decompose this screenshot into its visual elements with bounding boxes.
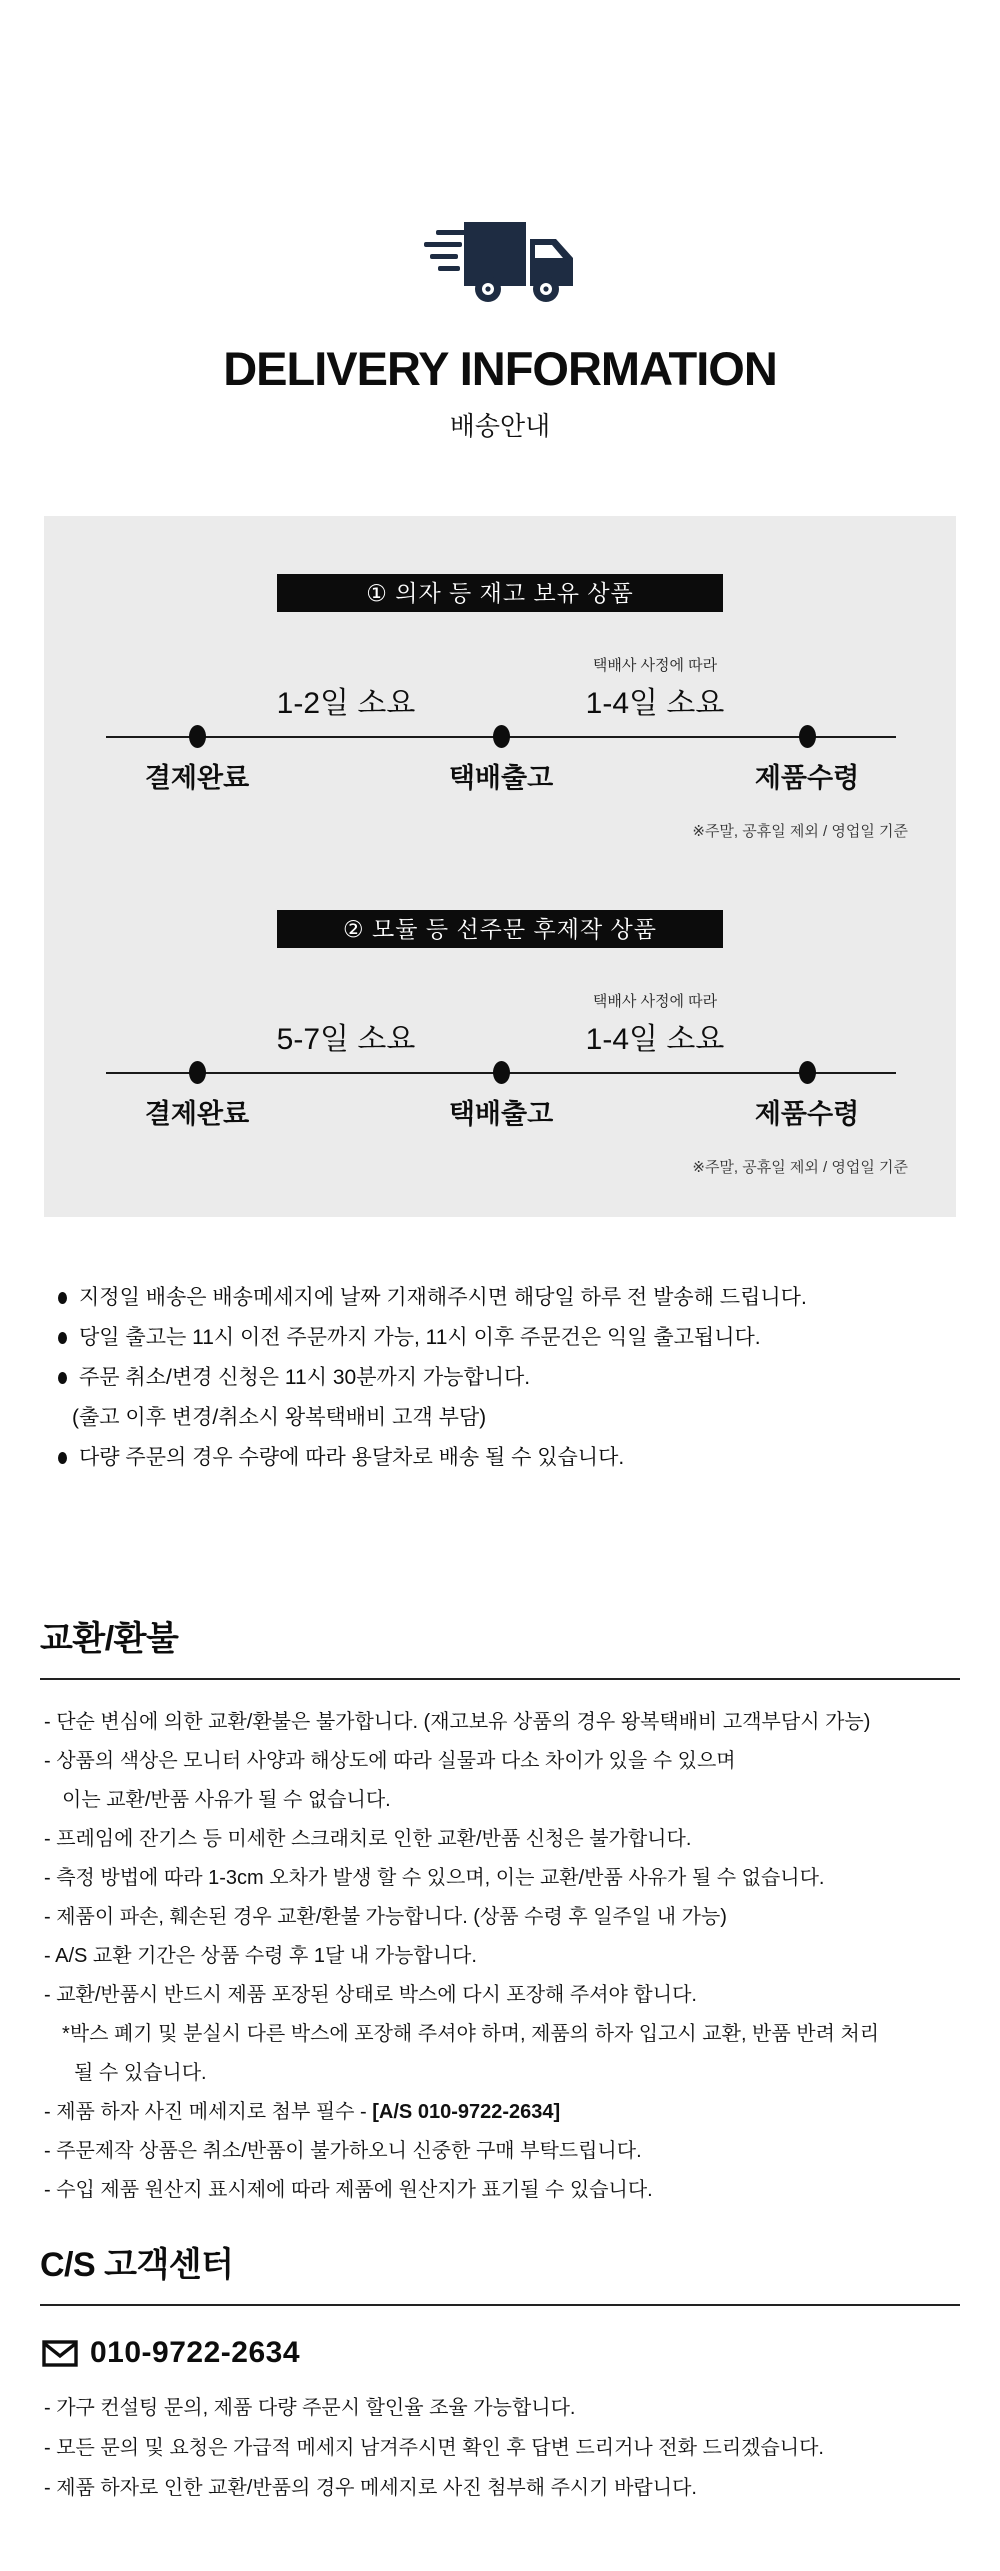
refund-line: 이는 교환/반품 사유가 될 수 없습니다. (62, 1789, 391, 1811)
delivery-note-text: (출고 이후 변경/취소시 왕복택배비 고객 부담) (72, 1406, 487, 1429)
cs-notes-list (44, 2392, 960, 2512)
duration-label: 1-4일 소요 (585, 687, 725, 720)
cs-phone-row (42, 2336, 1000, 2370)
delivery-note-text: 당일 출고는 11시 이전 주문까지 가능, 11시 이후 주문건은 익일 출고됩니다. (79, 1326, 761, 1349)
refund-line (44, 2096, 960, 2135)
bullet-dot-icon (58, 1292, 67, 1304)
cs-note-line: - 모든 문의 및 요청은 가급적 메세지 남겨주시면 확인 후 답변 드리거나 전화 드리겠습니다. (44, 2437, 824, 2459)
timeline-section-stock (44, 574, 956, 874)
refund-line: - 수입 제품 원산지 표시제에 따라 제품에 원산지가 표기될 수 있습니다. (44, 2179, 653, 2201)
timeline-section-made-to-order (44, 910, 956, 1210)
page-subtitle: 배송안내 (449, 411, 551, 441)
cs-phone-number: 010-9722-2634 (90, 2336, 301, 2369)
delivery-note (58, 1363, 1000, 1403)
timeline-dot (799, 725, 816, 748)
duration-label: 1-4일 소요 (585, 1023, 725, 1056)
delivery-note-continuation (58, 1403, 1000, 1443)
page-title: DELIVERY INFORMATION (223, 342, 777, 395)
refund-line: - 주문제작 상품은 취소/반품이 불가하오니 신중한 구매 부탁드립니다. (44, 2140, 642, 2162)
refund-line: - 교환/반품시 반드시 제품 포장된 상태로 박스에 다시 포장해 주셔야 합니다. (44, 1984, 697, 2006)
timeline-step-label: 택배출고 (448, 1099, 554, 1129)
as-phone-highlight: [A/S 010-9722-2634] (372, 2101, 561, 2123)
delivery-note (58, 1323, 1000, 1363)
cs-note-line: - 가구 컨설팅 문의, 제품 다량 주문시 할인율 조율 가능합니다. (44, 2397, 576, 2419)
refund-policy-list (44, 1706, 960, 2213)
duration-label: 5-7일 소요 (276, 1023, 416, 1056)
cs-note-line: - 제품 하자로 인한 교환/반품의 경우 메세지로 사진 첨부해 주시기 바랍니다. (44, 2477, 697, 2499)
timeline-dot (189, 725, 206, 748)
delivery-note (58, 1443, 1000, 1483)
shipping-timeline-panel (44, 516, 956, 1217)
refund-line-text: - 제품 하자 사진 메세지로 첨부 필수 - (44, 2101, 373, 2123)
delivery-note-text: 다량 주문의 경우 수량에 따라 용달차로 배송 될 수 있습니다. (79, 1446, 625, 1469)
envelope-icon (42, 2340, 78, 2367)
hero-section (0, 0, 1000, 443)
timeline-dot (189, 1061, 206, 1084)
delivery-note-text: 주문 취소/변경 신청은 11시 30분까지 가능합니다. (79, 1366, 531, 1389)
section-badge: ② 모듈 등 선주문 후제작 상품 (277, 910, 723, 948)
timeline-step-label: 결제완료 (144, 763, 250, 793)
refund-line: - A/S 교환 기간은 상품 수령 후 1달 내 가능합니다. (44, 1945, 477, 1967)
truck-icon-wrap (0, 0, 1000, 315)
timeline-step-label: 제품수령 (754, 1099, 860, 1129)
timeline-dot (493, 1061, 510, 1084)
timeline-dot (493, 725, 510, 748)
cs-section-title: C/S 고객센터 (40, 2237, 960, 2306)
refund-line: - 측정 방법에 따라 1-3cm 오차가 발생 할 수 있으며, 이는 교환/반품 사유가 될 수 없습니다. (44, 1867, 825, 1889)
timeline-step-label: 제품수령 (754, 763, 860, 793)
delivery-notes-list (58, 1283, 1000, 1483)
refund-line: - 상품의 색상은 모니터 사양과 해상도에 따라 실물과 다소 차이가 있을 수 있으며 (44, 1750, 736, 1772)
timeline-dot (799, 1061, 816, 1084)
refund-line: 될 수 있습니다. (74, 2062, 207, 2084)
refund-line: - 프레임에 잔기스 등 미세한 스크래치로 인한 교환/반품 신청은 불가합니다. (44, 1828, 692, 1850)
timeline-step-label: 결제완료 (144, 1099, 250, 1129)
bullet-dot-icon (58, 1332, 67, 1344)
bullet-dot-icon (58, 1372, 67, 1384)
section-badge: ① 의자 등 재고 보유 상품 (277, 574, 723, 612)
refund-section-title: 교환/환불 (40, 1611, 960, 1680)
refund-line: *박스 폐기 및 분실시 다른 박스에 포장해 주셔야 하며, 제품의 하자 입고시 교환, 반품 반려 처리 (62, 2023, 880, 2045)
refund-line: - 단순 변심에 의한 교환/환불은 불가합니다. (재고보유 상품의 경우 왕복택배비 고객부담시 가능) (44, 1711, 871, 1733)
refund-line: - 제품이 파손, 훼손된 경우 교환/환불 가능합니다. (상품 수령 후 일주일 내 가능) (44, 1906, 727, 1928)
carrier-note: 택배사 사정에 따라 (592, 993, 718, 1010)
business-day-footnote: ※주말, 공휴일 제외 / 영업일 기준 (692, 823, 908, 840)
delivery-truck-icon (420, 222, 580, 310)
duration-label: 1-2일 소요 (276, 687, 416, 720)
business-day-footnote: ※주말, 공휴일 제외 / 영업일 기준 (692, 1159, 908, 1176)
timeline-step-label: 택배출고 (448, 763, 554, 793)
carrier-note: 택배사 사정에 따라 (592, 657, 718, 674)
delivery-note-text: 지정일 배송은 배송메세지에 날짜 기재해주시면 해당일 하루 전 발송해 드립니다. (79, 1286, 807, 1309)
bullet-dot-icon (58, 1452, 67, 1464)
delivery-note (58, 1283, 1000, 1323)
